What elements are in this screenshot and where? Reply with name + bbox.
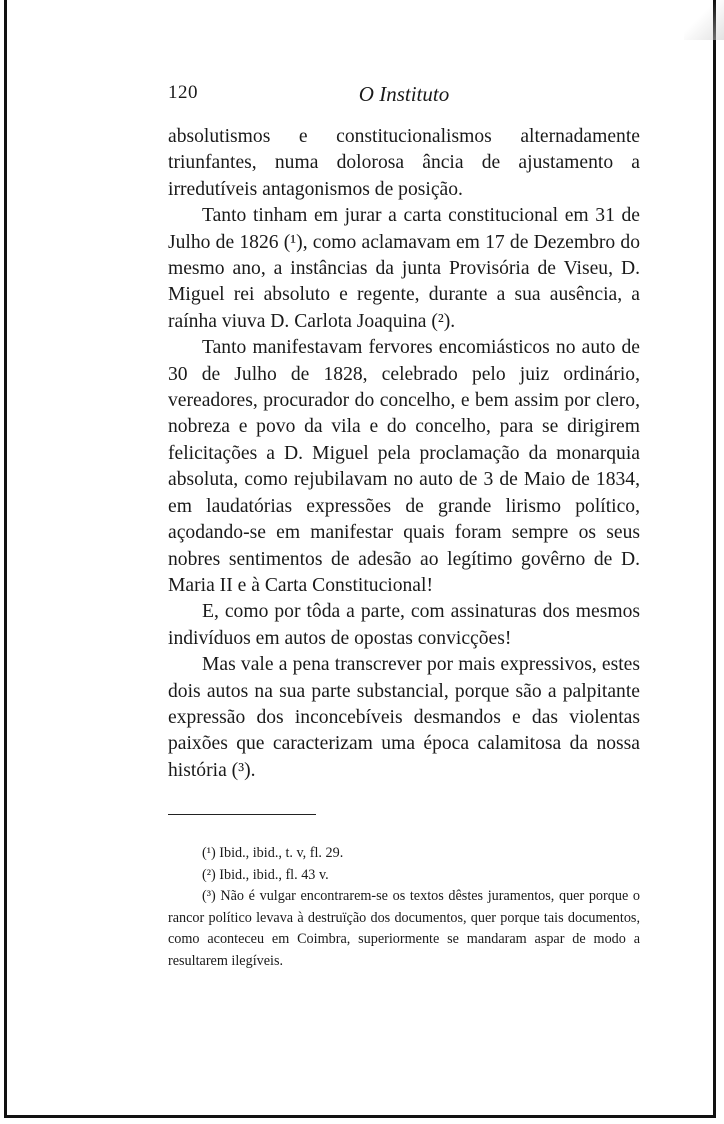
- paragraph: Mas vale a pena transcrever por mais expressivos, estes dois autos na sua parte substancial, porque são a palpitante expressão dos inconcebíveis desmandos e das violentas paixões que caracterizam uma época calamitosa da nossa história (³).: [168, 654, 640, 781]
- book-page: [168, 78, 640, 972]
- footnote: [168, 843, 640, 865]
- footnote-text: Ibid., ibid., fl. 43 v.: [219, 866, 329, 883]
- body-text: [168, 124, 640, 784]
- footnotes: [168, 843, 640, 972]
- footnote-mark: (¹): [202, 845, 216, 862]
- running-title: O Instituto: [358, 82, 450, 106]
- paragraph: Tanto manifestavam fervores encomiásticos no auto de 30 de Julho de 1828, celebrado pelo juiz ordinário, vereadores, procurador do concelho, e bem assim por clero, nobreza e povo da vila e do concelho, para se dirigirem felicitações a D. Miguel pela proclamação da monarquia absoluta, como rejubilavam no auto de 3 de Maio de 1834, em laudatórias expressões de grande lirismo político, açodando-se em manifestar quais foram sempre os seus nobres sentimentos de adesão ao legítimo govêrno de D. Maria II e à Carta Constitucional!: [168, 337, 640, 596]
- footnote-rule: [168, 814, 316, 815]
- footnote-text: Ibid., ibid., t. v, fl. 29.: [219, 845, 344, 862]
- footnote-mark: (³): [202, 888, 216, 905]
- footnote: [168, 886, 640, 972]
- footnote-text: Não é vulgar encontrarem-se os textos dêstes juramentos, quer porque o rancor político levava à destruïção dos documentos, quer porque tais documentos, como aconteceu em Coimbra, superiormente se mandaram aspar de modo a resultarem ilegíveis.: [168, 888, 640, 969]
- running-head: [168, 78, 640, 112]
- scan-artifact: [684, 0, 724, 40]
- footnote: [168, 865, 640, 887]
- footnote-mark: (²): [202, 866, 216, 883]
- paragraph: Tanto tinham em jurar a carta constitucional em 31 de Julho de 1826 (¹), como aclamavam em 17 de Dezembro do mesmo ano, a instâncias da junta Provisória de Viseu, D. Miguel rei absoluto e regente, durante a sua ausência, a raínha viuva D. Carlota Joaquina (²).: [168, 205, 640, 332]
- paragraph: E, como por tôda a parte, com assinaturas dos mesmos indivíduos em autos de opostas convicções!: [168, 601, 640, 649]
- paragraph: absolutismos e constitucionalismos alternadamente triunfantes, numa dolorosa ância de ajustamento a irredutíveis antagonismos de posição.: [168, 126, 640, 200]
- page-number: 120: [168, 82, 198, 103]
